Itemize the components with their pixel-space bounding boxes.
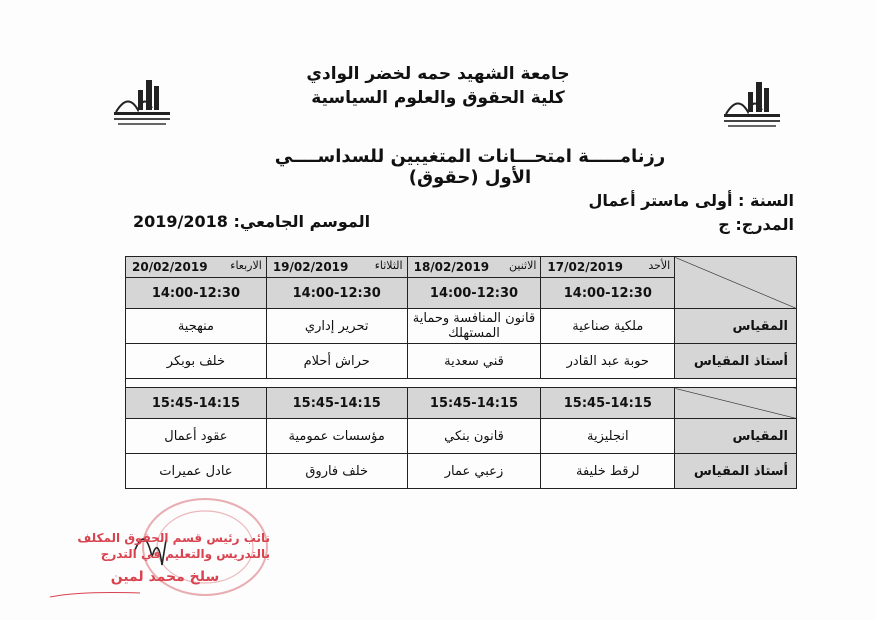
teacher-cell: عادل عميرات [126,454,267,489]
date-cell: الثلاثاء 19/02/2019 [266,257,407,278]
subject-cell: ملكية صناعية [541,309,675,344]
academic-season: الموسم الجامعي: 2019/2018 [133,212,371,231]
academic-year: السنة : أولى ماستر أعمال [588,191,794,210]
time-cell: 14:00-12:30 [266,278,407,309]
subject-cell: انجليزية [541,419,675,454]
time-cell: 14:00-12:30 [407,278,541,309]
date-row [126,257,797,278]
teacher-row [126,454,797,489]
exam-hall: المدرج: ج [718,215,794,234]
corner-cell [675,388,797,419]
teacher-cell: حوبة عبد القادر [541,344,675,379]
subject-cell: تحرير إداري [266,309,407,344]
row-label-teacher: أستاذ المقياس [675,454,797,489]
date-cell: الاثنين 18/02/2019 [407,257,541,278]
document-title: رزنامـــــة امتحـــانات المتغيبين للسداســــي الأول (حقوق) [274,146,666,188]
teacher-cell: خلف بوبكر [126,344,267,379]
stamp-title-line2: بالتدريس والتعليم في التدرج [100,547,270,561]
subject-cell: عقود أعمال [126,419,267,454]
subject-cell: مؤسسات عمومية [266,419,407,454]
teacher-cell: لرقط خليفة [541,454,675,489]
time-row [126,388,797,419]
row-label-subject: المقياس [675,419,797,454]
date-cell: الاربعاء 20/02/2019 [126,257,267,278]
subject-cell: قانون بنكي [407,419,541,454]
official-stamp [40,495,300,605]
subject-row [126,419,797,454]
exam-schedule-table [125,256,797,489]
university-logo-left [108,72,178,132]
row-label-subject: المقياس [675,309,797,344]
spacer-row [126,379,797,388]
stamp-title-line1: نائب رئيس قسم الحقوق المكلف [77,531,270,545]
time-cell: 15:45-14:15 [407,388,541,419]
teacher-row [126,344,797,379]
date-cell: الأحد 17/02/2019 [541,257,675,278]
time-cell: 14:00-12:30 [541,278,675,309]
time-cell: 15:45-14:15 [126,388,267,419]
time-cell: 14:00-12:30 [126,278,267,309]
subject-row [126,309,797,344]
teacher-cell: خلف فاروق [266,454,407,489]
teacher-cell: قني سعدية [407,344,541,379]
teacher-cell: زعبي عمار [407,454,541,489]
time-cell: 15:45-14:15 [541,388,675,419]
subject-cell: منهجية [126,309,267,344]
university-logo-right [718,74,788,134]
row-label-teacher: أستاذ المقياس [675,344,797,379]
corner-cell [675,257,797,309]
subject-cell: قانون المنافسة وحماية المستهلك [407,309,541,344]
stamp-signatory-name: سلخ محمد لمين [110,569,220,585]
faculty-name: كلية الحقوق والعلوم السياسية [311,88,565,108]
teacher-cell: حراش أحلام [266,344,407,379]
time-cell: 15:45-14:15 [266,388,407,419]
university-name: جامعة الشهيد حمه لخضر الوادي [306,64,570,84]
